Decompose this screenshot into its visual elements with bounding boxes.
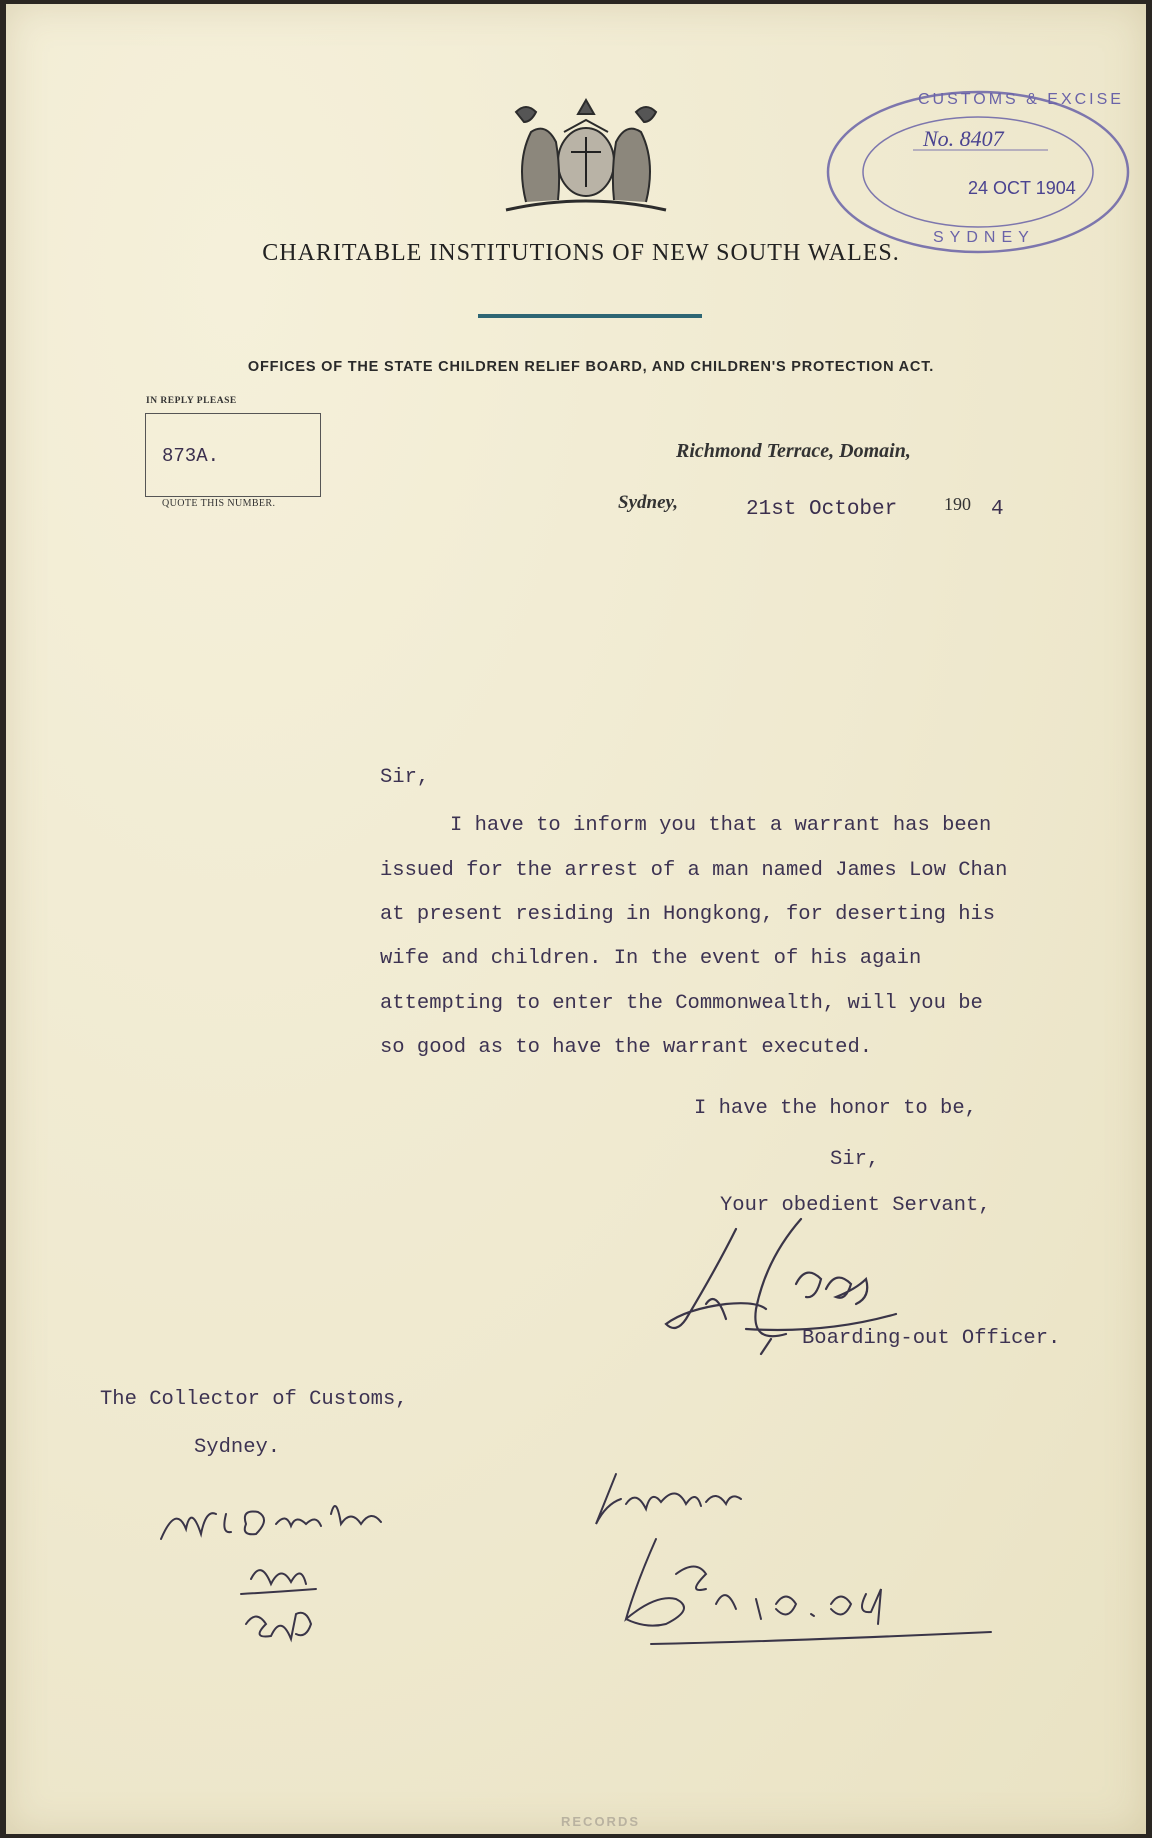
handwritten-annotation-right [566,1444,1006,1664]
closing-line: I have the honor to be, [694,1097,977,1120]
body-line: wife and children. In the event of his again [380,947,922,970]
signer-title: Boarding-out Officer. [802,1327,1061,1350]
stamp-footer: SYDNEY [933,229,1035,246]
reply-label-top: IN REPLY PLEASE [146,396,237,406]
body-line: attempting to enter the Commonwealth, will you be [380,992,983,1015]
body-line: so good as to have the warrant executed. [380,1036,873,1059]
recipient-city: Sydney. [194,1436,281,1459]
closing-line: Sir, [830,1148,880,1171]
letterhead-subtitle: OFFICES OF THE STATE CHILDREN RELIEF BOARD, AND CHILDREN'S PROTECTION ACT. [247,359,935,375]
letter-date: 21st October [746,498,898,521]
reply-label-bottom: QUOTE THIS NUMBER. [162,498,276,509]
body-line: issued for the arrest of a man named James Low Chan [380,859,1008,882]
recipient-name: The Collector of Customs, [100,1388,408,1411]
letter-page [6,4,1146,1834]
salutation: Sir, [380,766,430,789]
letter-year-prefix: 190 [944,494,971,514]
archive-mark: RECORDS [561,1814,641,1829]
sender-address: Richmond Terrace, Domain, [676,440,911,462]
body-line: I have to inform you that a warrant has been [450,814,992,837]
sender-city: Sydney, [618,492,678,513]
letter-year-suffix: 4 [991,498,1004,521]
closing-line: Your obedient Servant, [720,1194,991,1217]
reference-number: 873A. [162,445,220,467]
stamp-header: CUSTOMS & EXCISE [918,91,1124,108]
stamp-number: No. 8407 [923,126,1004,151]
body-line: at present residing in Hongkong, for deserting his [380,903,996,926]
letterhead-title: CHARITABLE INSTITUTIONS OF NEW SOUTH WALES. [262,240,900,266]
customs-received-stamp [818,82,1136,260]
handwritten-annotation-left [146,1474,456,1694]
stamp-date: 24 OCT 1904 [968,178,1076,198]
letterhead-rule [478,314,702,318]
coat-of-arms-icon [486,92,686,222]
